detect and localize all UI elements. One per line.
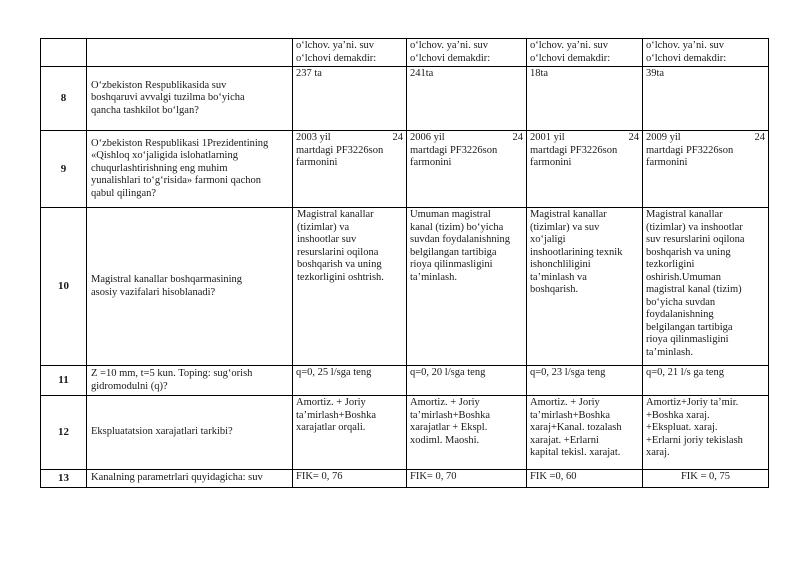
cell-line: ta’minlash va [530,271,587,283]
cell-line: yunalishlari to‘g‘risida» farmoni qachon [91,175,261,187]
cell-line: O‘zbekiston Respublikasi 1Prezidentining [91,137,269,149]
cell-line-part: 2006 yil [410,132,445,143]
cell-line-part: 24 [628,132,639,143]
row-number: 13 [41,470,87,488]
cell-line: q=0, 23 l/sga teng [530,367,606,378]
cell-line: 237 ta [296,68,322,79]
cell-line: farmonini [530,157,572,168]
cell-line: ishonchliligini [530,259,591,270]
cell-line: oshirish.Umuman [646,271,721,283]
option-a-cell [293,131,407,208]
cell-line: o‘lchov. ya’ni. suv [646,40,725,51]
option-c-cell [527,366,643,396]
row-number: 11 [41,366,87,396]
cell-line: Ekspluatatsion xarajatlari tarkibi? [91,426,233,438]
cell-line: ta’mirlash+Boshka [410,409,490,421]
question-cell [87,39,293,67]
cell-line: Magistral kanallar [646,209,723,220]
option-c-cell [527,470,643,488]
cell-line: ta’minlash. [646,346,693,358]
option-d-cell [643,131,769,208]
table-row [41,470,769,488]
header-row [41,39,769,67]
cell-line: foydalanishning [646,309,714,320]
cell-line: 241ta [410,68,434,79]
option-c-cell [527,131,643,208]
row-number: 12 [41,396,87,470]
cell-line: 39ta [646,68,665,79]
cell-line: (tizimlar) va [297,221,350,233]
cell-line-part: 2003 yil [296,132,331,143]
cell-line-part: 24 [512,132,523,143]
cell-line [530,132,639,145]
cell-line: o‘lchov. ya’ni. suv [530,40,609,51]
option-d-cell [643,208,769,366]
cell-line-part: 2001 yil [530,132,565,143]
cell-line: o‘lchovi demakdir: [296,52,377,64]
cell-line: xarajatlar orqali. [296,422,366,433]
cell-line [646,132,765,145]
cell-line: xarajatlar + Ekspl. [410,422,488,433]
answer-table [40,38,769,488]
cell-line: qancha tashkilot bo‘lgan? [91,104,199,116]
table-row [41,131,769,208]
cell-line: inshootlarining texnik [530,246,623,258]
cell-line: +Erlarni joriy tekislash [646,434,743,446]
cell-line: farmonini [410,157,452,168]
table-row [41,396,769,470]
num-cell [41,39,87,67]
table-row [41,67,769,131]
cell-line: chuqurlashtirishning eng muhim [91,162,228,174]
row-number: 9 [41,131,87,208]
option-d-cell [643,470,769,488]
cell-line: xaraj. [646,447,670,458]
cell-line: Magistral kanallar [297,209,374,220]
question-cell [87,131,293,208]
cell-line: «Qishloq xo‘jaligida islohatlarning [91,150,238,162]
cell-line: suvdan foydalanishning [410,234,511,245]
option-b-cell [407,396,527,470]
cell-line: martdagi PF3226son [646,144,734,156]
cell-line: ta’mirlash+Boshka [296,409,376,421]
cell-line: o‘lchov. ya’ni. suv [410,40,489,51]
cell-line: martdagi PF3226son [296,144,384,156]
cell-line: bo‘yicha suvdan [646,296,716,308]
option-a-cell [293,208,407,366]
cell-line: tezkorligini oshtrish. [297,271,384,283]
option-a-cell [293,470,407,488]
cell-line: belgilangan tartibiga [410,246,497,258]
cell-line: suv resurslarini oqilona [646,234,745,245]
option-b-cell [407,131,527,208]
cell-line: martdagi PF3226son [530,144,618,156]
option-a-cell [293,67,407,131]
option-b-cell [407,470,527,488]
cell-line: qabul qilingan? [91,187,157,199]
cell-line: xo‘jaligi [530,234,566,245]
question-cell [87,366,293,396]
cell-line: ta’minlash. [410,271,457,283]
option-d-cell [643,366,769,396]
cell-line: q=0, 20 l/sga teng [410,367,486,378]
cell-line [410,132,523,145]
cell-line: boshqaruvi avvalgi tuzilma bo‘yicha [91,92,245,104]
question-cell [87,208,293,366]
cell-line: (tizimlar) va inshootlar [646,221,743,233]
option-c-cell [527,67,643,131]
cell-line: boshqarish. [530,284,579,295]
cell-line: Amortiz+Joriy ta’mir. [646,397,739,408]
question-cell [87,470,293,488]
question-cell [87,67,293,131]
cell-line: FIK= 0, 70 [410,471,457,482]
cell-line: Amortiz. + Joriy [296,397,366,408]
row-number: 8 [41,67,87,131]
cell-line: Magistral kanallar [530,209,607,220]
cell-line: Kanalning parametrlari quyidagicha: suv [91,472,263,484]
cell-line: magistral kanal (tizim) [646,284,742,295]
cell-line: o‘lchovi demakdir: [530,52,611,64]
option-d-cell [643,67,769,131]
option-c-cell [527,39,643,67]
cell-line: q=0, 25 l/sga teng [296,367,372,378]
cell-line-part: 24 [754,132,765,143]
cell-line: xodiml. Maoshi. [410,434,480,446]
cell-line: FIK= 0, 76 [296,471,343,482]
cell-line: Magistral kanallar boshqarmasining [91,274,243,285]
cell-line: Z =10 mm, t=5 kun. Toping: sug‘orish [91,368,253,379]
cell-line: boshqarish va uning [646,246,731,258]
cell-line: boshqarish va uning [297,259,382,270]
cell-line [296,132,403,145]
option-d-cell [643,396,769,470]
cell-line: FIK = 0, 75 [680,471,731,482]
cell-line: (tizimlar) va suv [530,221,600,233]
option-b-cell [407,208,527,366]
cell-line: +Ekspluat. xaraj. [646,422,718,433]
option-b-cell [407,67,527,131]
cell-line: xarajat. +Erlarni [530,434,599,446]
cell-line: rioya qilinmasligini [410,259,493,270]
row-number: 10 [41,208,87,366]
table-row [41,366,769,396]
cell-line: Amortiz. + Joriy [410,397,480,408]
table-row [41,208,769,366]
cell-line: +Boshka xaraj. [646,409,710,421]
cell-line: FIK =0, 60 [530,471,577,482]
cell-line: resurslarini oqilona [297,246,379,258]
cell-line: asosiy vazifalari hisoblanadi? [91,286,216,298]
cell-line: Umuman magistral [410,209,491,220]
cell-line: martdagi PF3226son [410,144,498,156]
option-c-cell [527,208,643,366]
cell-line-part: 24 [392,132,403,143]
cell-line: kanal (tizim) bo‘yicha [410,221,504,233]
cell-line: O‘zbekiston Respublikasida suv [91,79,227,91]
option-b-cell [407,366,527,396]
cell-line: Amortiz. + Joriy [530,397,600,408]
cell-line: 18ta [530,68,549,79]
cell-line: q=0, 21 l/s ga teng [646,367,724,378]
cell-line: xaraj+Kanal. tozalash [530,422,622,433]
cell-line: farmonini [296,157,338,168]
cell-line: inshootlar suv [297,234,357,245]
option-a-cell [293,39,407,67]
question-cell [87,396,293,470]
cell-line-part: 2009 yil [646,132,681,143]
cell-line: o‘lchovi demakdir: [410,52,491,64]
cell-line: rioya qilinmasligini [646,334,729,345]
option-a-cell [293,396,407,470]
cell-line: o‘lchov. ya’ni. suv [296,40,375,51]
cell-line: o‘lchovi demakdir: [646,52,727,64]
option-c-cell [527,396,643,470]
cell-line: ta’mirlash+Boshka [530,409,610,421]
option-a-cell [293,366,407,396]
option-b-cell [407,39,527,67]
option-d-cell [643,39,769,67]
cell-line: tezkorligini [646,259,695,270]
cell-line: kapital tekisl. xarajat. [530,447,621,458]
cell-line: belgilangan tartibiga [646,321,733,333]
cell-line: farmonini [646,157,688,168]
cell-line: gidromodulni (q)? [91,380,168,392]
